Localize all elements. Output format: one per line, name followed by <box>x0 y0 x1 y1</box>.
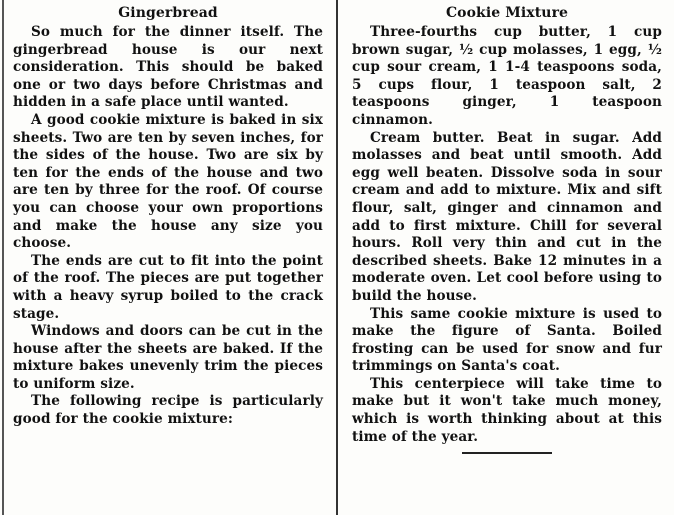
paragraph-ends: The ends are cut to fit into the point of the roof. The pieces are put together with a heavy syrup boiled to the crack stage. <box>13 252 323 322</box>
paragraph-directions: Cream butter. Beat in sugar. Add molasses and beat until smooth. Add egg well beaten. Dissolve soda in sour cream and add to mixture. Mix and sift flour, salt, ginger and cinnamon and add to first mixture. Chill for several hours. Roll very thin and cut in the described sheets. Bake 12 minutes in a moderate oven. Let cool before using to build the house. <box>352 129 662 304</box>
paragraph-sheets: A good cookie mixture is baked in six sheets. Two are ten by seven inches, for the sides of the house. Two are six by ten for the ends of the house and two are ten by three for the roof. Of course you can choose your own proportions and make the house any size you choose. <box>13 111 323 252</box>
paragraph-intro: So much for the dinner itself. The gingerbread house is our next consideration. This should be baked one or two days before Christmas and hidden in a safe place until wanted. <box>13 24 323 111</box>
paragraph-recipe-intro: The following recipe is particularly good for the cookie mixture: <box>13 393 323 428</box>
paragraph-closing: This centerpiece will take time to make but it won't take much money, which is worth thinking about at this time of the year. <box>352 375 662 445</box>
left-column <box>13 4 323 429</box>
column-divider <box>336 0 338 515</box>
gingerbread-heading: Gingerbread <box>118 5 218 21</box>
paragraph-windows: Windows and doors can be cut in the house after the sheets are baked. If the mixture bakes unevenly trim the pieces to uniform size. <box>13 323 323 392</box>
right-column <box>352 4 662 454</box>
left-edge-rule <box>2 0 4 515</box>
end-rule <box>462 452 552 454</box>
paragraph-santa: This same cookie mixture is used to make the figure of Santa. Boiled frosting can be used for snow and fur trimmings on Santa's coat. <box>352 305 662 375</box>
cookie-mixture-heading: Cookie Mixture <box>445 5 569 21</box>
paragraph-ingredients: Three-fourths cup butter, 1 cup brown sugar, ½ cup molasses, 1 egg, ½ cup sour cream, 1 1-4 teaspoons soda, 5 cups flour, 1 teaspoon salt, 2 teaspoons ginger, 1 teaspoon cinnamon. <box>352 24 662 128</box>
